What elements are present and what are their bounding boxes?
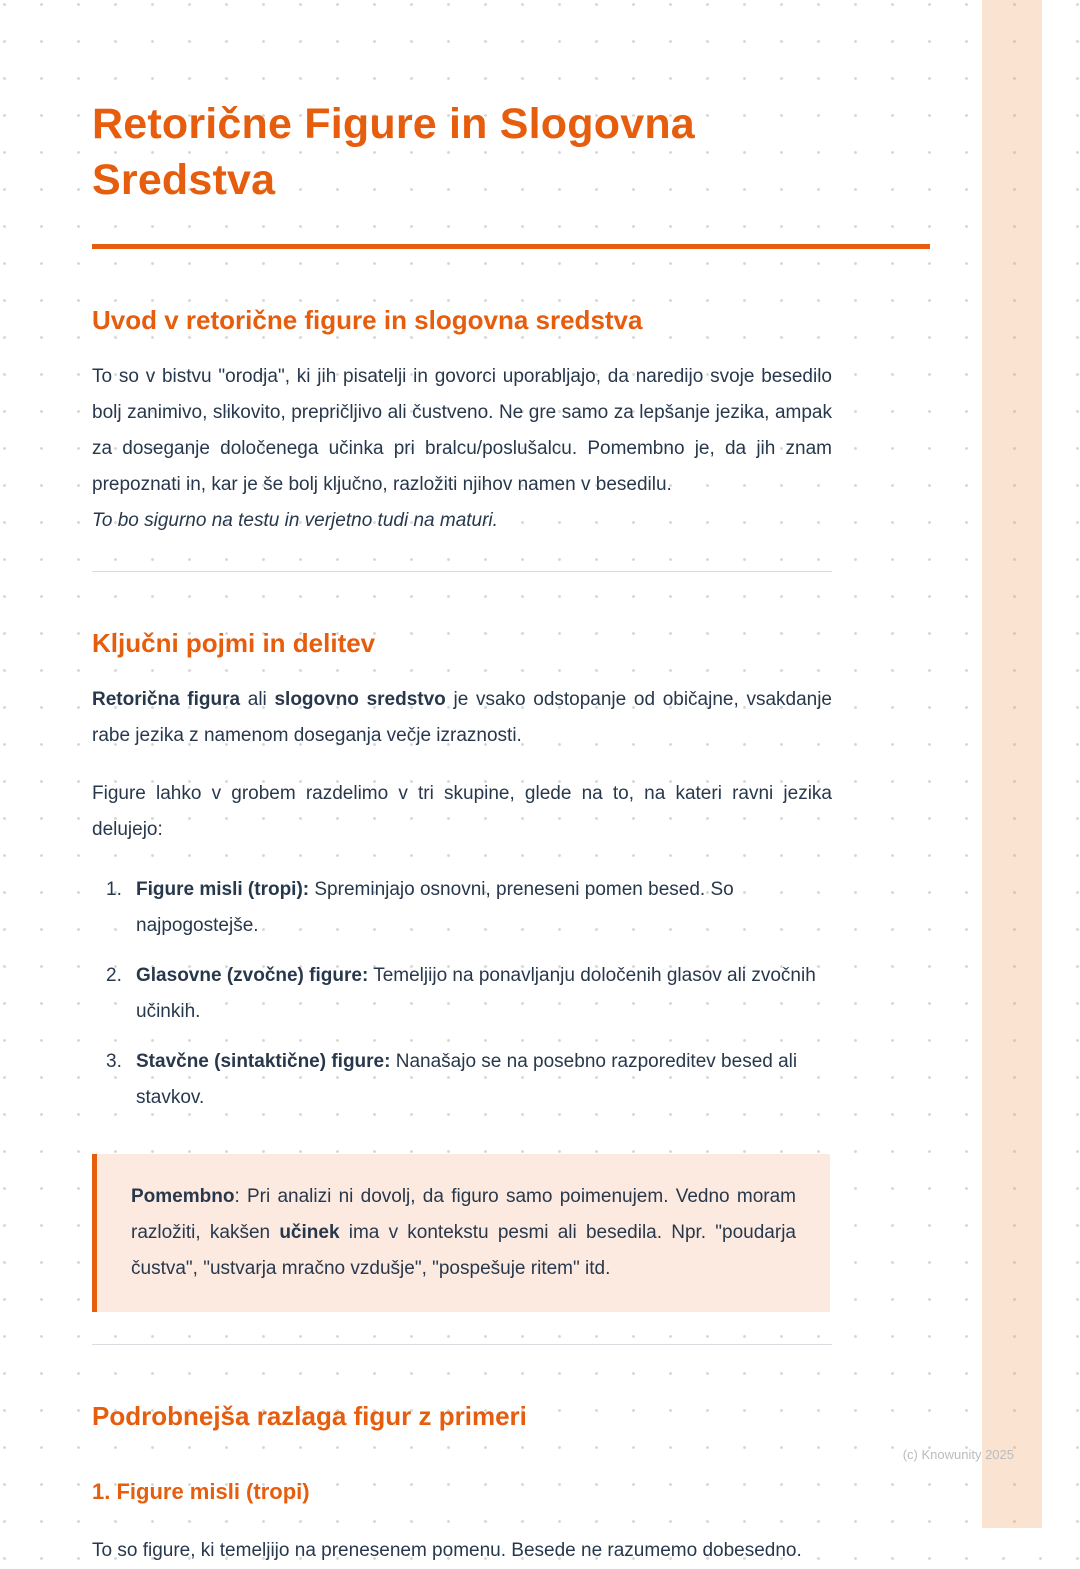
list-body: Temeljijo na ponavljanju določenih glasov ali zvočnih učinkih. xyxy=(136,965,816,1022)
section-heading-intro: Uvod v retorične figure in slogovna sredstva xyxy=(92,305,643,335)
sub-heading-tropes: 1. Figure misli (tropi) xyxy=(92,1479,310,1504)
intro-note-italic: To bo sigurno na testu in verjetno tudi na maturi. xyxy=(92,510,498,531)
list-text xyxy=(136,958,832,1030)
list-item xyxy=(92,958,832,1030)
copyright-watermark: (c) Knowunity 2025 xyxy=(902,1447,1014,1462)
section-divider xyxy=(92,1344,832,1345)
list-text xyxy=(136,872,832,944)
important-callout: Pomembno: Pri analizi ni dovolj, da figuro samo poimenujem. Vedno moram razložiti, kakšen učinek ima v kontekstu pesmi ali besedila. Npr. "poudarja čustva", "ustvarja mračno vzdušje", "pospešuje ritem" itd. xyxy=(92,1154,830,1312)
page-title: Retorične Figure in Slogovna Sredstva xyxy=(92,100,695,204)
figure-types-list xyxy=(92,872,832,1116)
list-number: 3. xyxy=(106,1051,122,1072)
groups-intro-paragraph: Figure lahko v grobem razdelimo v tri skupine, glede na to, na kateri ravni jezika delujejo: xyxy=(92,783,832,840)
list-number: 1. xyxy=(106,879,122,900)
list-item xyxy=(92,872,832,944)
section-divider xyxy=(92,571,832,572)
list-body: Spreminjajo osnovni, preneseni pomen besed. So najpogostejše. xyxy=(136,879,734,936)
list-lead: Glasovne (zvočne) figure: xyxy=(136,965,369,986)
title-rule-divider xyxy=(92,244,930,249)
list-lead: Stavčne (sintaktične) figure: xyxy=(136,1051,391,1072)
definition-paragraph: Retorična figura ali slogovno sredstvo je vsako odstopanje od običajne, vsakdanje rabe jezika z namenom doseganja večje izraznosti. xyxy=(92,689,832,746)
list-lead: Figure misli (tropi): xyxy=(136,879,310,900)
section-heading-key-concepts: Ključni pojmi in delitev xyxy=(92,628,376,658)
tropes-paragraph: To so figure, ki temeljijo na prenesenem pomenu. Besede ne razumemo dobesedno. xyxy=(92,1540,802,1561)
intro-paragraph: To so v bistvu "orodja", ki jih pisatelji in govorci uporabljajo, da naredijo svoje besedilo bolj zanimivo, slikovito, prepričljivo ali čustveno. Ne gre samo za lepšanje jezika, ampak za doseganje določenega učinka pri bralcu/poslušalcu. Pomembno je, da jih znam prepoznati in, kar je še bolj ključno, razložiti njihov namen v besedilu. xyxy=(92,366,832,495)
list-body: Nanašajo se na posebno razporeditev besed ali stavkov. xyxy=(136,1051,798,1108)
section-heading-details: Podrobnejša razlaga figur z primeri xyxy=(92,1401,527,1431)
list-number: 2. xyxy=(106,965,122,986)
list-text xyxy=(136,1044,832,1116)
list-item xyxy=(92,1044,832,1116)
